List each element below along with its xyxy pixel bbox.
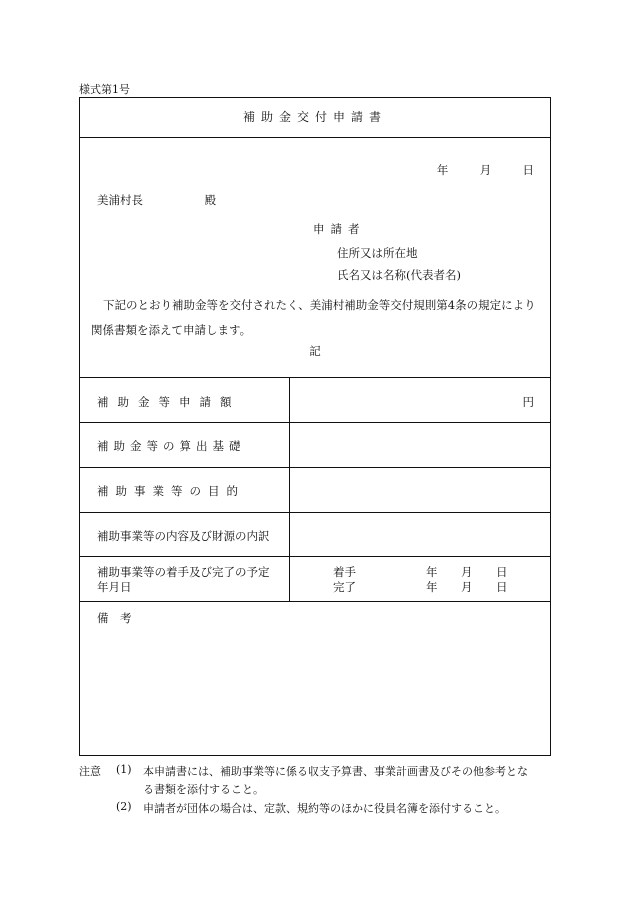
schedule-start-label: 着手: [333, 565, 356, 579]
note-1-line2: る書類を添付すること。: [143, 783, 264, 796]
applicant-address-label: 住所又は所在地: [337, 246, 418, 260]
date-day-label: 日: [522, 163, 534, 177]
row-label-schedule-line1: 補助事業等の着手及び完了の予定: [97, 565, 270, 579]
schedule-end-label: 完了: [333, 580, 356, 594]
row-label-amount: 補助金等申請額: [97, 395, 241, 409]
schedule-start-month: 月: [461, 565, 473, 579]
form-title: 補助金交付申請書: [242, 110, 387, 124]
applicant-heading: 申請者: [313, 222, 366, 236]
table-bottom-line: [80, 601, 550, 602]
schedule-end-day: 日: [496, 580, 508, 594]
row-divider: [80, 422, 550, 423]
note-1-line1: 本申請書には、補助事業等に係る収支予算書、事業計画書及びその他参考とな: [143, 765, 528, 778]
row-label-calculation-basis: 補助金等の算出基礎: [97, 439, 246, 453]
addressee-honorific: 殿: [204, 193, 217, 207]
remarks-label: 備 考: [97, 611, 132, 625]
row-label-content-and-funding: 補助事業等の内容及び財源の内訳: [97, 529, 270, 543]
notes-label: 注意: [79, 765, 101, 778]
application-form-frame: [79, 97, 551, 756]
note-2-number: (2): [116, 800, 132, 813]
row-divider: [80, 556, 550, 557]
addressee-name: 美浦村長: [97, 193, 143, 207]
row-label-schedule-line2: 年月日: [97, 580, 132, 594]
row-value-yen: 円: [522, 395, 534, 409]
title-divider: [80, 137, 550, 138]
table-top-line: [80, 377, 550, 378]
schedule-end-year: 年: [426, 580, 438, 594]
note-1-number: (1): [116, 763, 132, 776]
applicant-name-label: 氏名又は名称(代表者名): [337, 268, 461, 282]
form-number: 様式第1号: [79, 83, 130, 96]
row-label-purpose: 補助事業等の目的: [97, 484, 245, 498]
schedule-start-day: 日: [496, 565, 508, 579]
application-statement: 下記のとおり補助金等を交付されたく、美浦村補助金等交付規則第4条の規定により関係書類を添えて申請します。: [91, 298, 536, 337]
date-line: [437, 162, 534, 178]
row-divider: [80, 512, 550, 513]
date-year-label: 年: [436, 163, 449, 177]
date-month-label: 月: [479, 163, 492, 177]
ki-heading: 記: [309, 344, 321, 358]
row-divider: [80, 467, 550, 468]
addressee: [97, 192, 216, 208]
schedule-start-year: 年: [426, 565, 438, 579]
table-column-divider: [289, 377, 290, 601]
schedule-end-month: 月: [461, 580, 473, 594]
note-2-line1: 申請者が団体の場合は、定款、規約等のほかに役員名簿を添付すること。: [143, 802, 506, 815]
